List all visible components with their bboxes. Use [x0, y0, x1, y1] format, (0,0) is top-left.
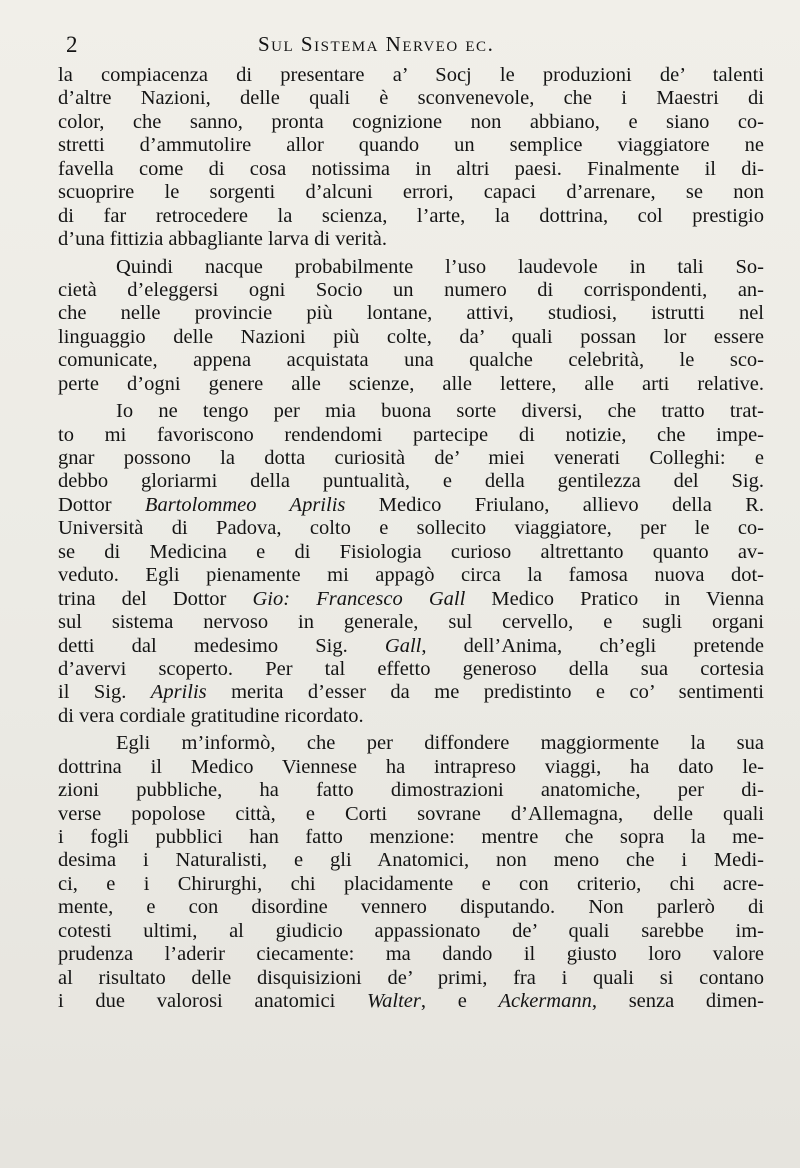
text-segment: gnar possono la dotta curiosità de’ miei venerati Colleghi: e: [58, 447, 764, 469]
text-segment: Medico Friulano, allievo della R.: [345, 493, 764, 516]
text-segment: sul sistema nervoso in generale, sul cervello, e sugli organi: [58, 611, 764, 634]
text-segment: , e: [420, 990, 499, 1013]
text-segment: color, che sanno, pronta cognizione non abbiano, e siano co-: [58, 110, 764, 133]
text-segment: linguaggio delle Nazioni più colte, da’ quali possan lor essere: [58, 325, 764, 348]
italic-name: Aprilis: [150, 681, 207, 704]
text-segment: to mi favoriscono rendendomi partecipe di notizie, che impe-: [58, 423, 764, 446]
text-segment: ci, e i Chirurghi, chi placidamente e con criterio, chi acre-: [58, 872, 764, 895]
text-segment: la compiacenza di presentare a’ Socj le produzioni de’ talenti: [58, 64, 764, 86]
text-line: [58, 134, 764, 157]
italic-name: Gio: Francesco Gall: [252, 587, 466, 610]
text-segment: perte d’ogni genere alle scienze, alle lettere, alle arti relative.: [58, 372, 764, 395]
text-segment: cotesti ultimi, al giudicio appassionato de’ quali sarebbe im-: [58, 919, 764, 942]
text-segment: Io ne tengo per mia buona sorte diversi, che tratto trat-: [116, 400, 764, 423]
running-title: Sul Sistema Nerveo ec.: [258, 32, 495, 56]
text-line: [58, 635, 764, 658]
text-line: [58, 470, 764, 493]
text-line: [58, 658, 764, 681]
text-line: [58, 873, 764, 896]
text-segment: , dell’Anima, ch’egli pretende: [421, 634, 764, 657]
text-segment: scuoprire le sorgenti d’alcuni errori, capaci d’arrenare, se non: [58, 181, 764, 204]
text-line: [58, 517, 764, 540]
text-line: [58, 302, 764, 325]
text-segment: al risultato delle disquisizioni de’ primi, fra i quali si contano: [58, 966, 764, 989]
text-line: [58, 181, 764, 204]
italic-name: Bartolommeo Aprilis: [144, 493, 346, 516]
text-segment: il Sig.: [58, 681, 151, 704]
text-segment: debbo gloriarmi della puntualità, e della gentilezza del Sig.: [58, 470, 764, 493]
text-line: [58, 681, 764, 704]
text-line: [58, 705, 764, 728]
text-line: [58, 494, 764, 517]
text-segment: i due valorosi anatomici: [58, 990, 367, 1013]
text-segment: Dottor: [58, 493, 145, 516]
text-line: [58, 447, 764, 470]
text-segment: Egli m’informò, che per diffondere maggiormente la sua: [116, 732, 764, 755]
text-line: [58, 756, 764, 779]
text-line: [58, 158, 764, 181]
italic-name: Gall: [384, 634, 422, 657]
text-segment: cietà d’eleggersi ogni Socio un numero di corrispondenti, an-: [58, 278, 764, 301]
text-line: [58, 87, 764, 110]
text-line: [58, 205, 764, 228]
text-line: [58, 588, 764, 611]
text-segment: d’avervi scoperto. Per tal effetto generoso della sua cortesia: [58, 657, 764, 680]
text-segment: i fogli pubblici han fatto menzione: mentre che sopra la me-: [58, 826, 764, 848]
text-line: [58, 326, 764, 349]
text-line: [58, 111, 764, 134]
text-line: [58, 349, 764, 372]
text-segment: di vera cordiale gratitudine ricordato.: [58, 704, 364, 727]
italic-name: Walter: [366, 990, 421, 1013]
text-line: [58, 803, 764, 826]
text-segment: zioni pubbliche, ha fatto dimostrazioni anatomiche, per di-: [58, 779, 764, 802]
text-segment: che nelle provincie più lontane, attivi, studiosi, istrutti nel: [58, 302, 764, 325]
text-line: [58, 228, 764, 251]
body-text: [58, 64, 764, 1014]
text-line: [58, 943, 764, 966]
text-line: [58, 564, 764, 587]
text-line: [58, 990, 764, 1013]
text-line: [58, 611, 764, 634]
text-segment: d’altre Nazioni, delle quali è sconvenevole, che i Maestri di: [58, 87, 764, 110]
text-segment: , senza dimen-: [591, 990, 764, 1013]
text-segment: verse popolose città, e Corti sovrane d’Allemagna, delle quali: [58, 802, 764, 825]
text-segment: mente, e con disordine vennero disputando. Non parlerò di: [58, 896, 764, 919]
text-segment: se di Medicina e di Fisiologia curioso altrettanto quanto av-: [58, 540, 764, 563]
text-segment: favella come di cosa notissima in altri paesi. Finalmente il di-: [58, 157, 764, 180]
text-segment: dottrina il Medico Viennese ha intrapreso viaggi, ha dato le-: [58, 755, 764, 778]
text-segment: detti dal medesimo Sig.: [58, 634, 385, 657]
text-segment: Medico Pratico in Vienna: [465, 587, 765, 610]
text-line: [58, 424, 764, 447]
text-segment: merita d’esser da me predistinto e co’ sentimenti: [206, 681, 764, 704]
text-segment: stretti d’ammutolire allor quando un semplice viaggiatore ne: [58, 134, 764, 157]
text-segment: trina del Dottor: [58, 587, 253, 610]
text-segment: Quindi nacque probabilmente l’uso laudevole in tali So-: [116, 255, 764, 278]
text-segment: desima i Naturalisti, e gli Anatomici, non meno che i Medi-: [58, 849, 764, 872]
text-segment: comunicate, appena acquistata una qualche celebrità, le sco-: [58, 349, 764, 372]
text-line: [58, 400, 764, 423]
text-segment: di far retrocedere la scienza, l’arte, la dottrina, col prestigio: [58, 204, 764, 227]
text-line: [58, 967, 764, 990]
text-line: [58, 732, 764, 755]
text-segment: veduto. Egli pienamente mi appagò circa la famosa nuova dot-: [58, 564, 764, 587]
text-line: [58, 373, 764, 396]
text-line: [58, 279, 764, 302]
page-header: [0, 28, 800, 60]
text-line: [58, 779, 764, 802]
text-segment: d’una fittizia abbagliante larva di verità.: [58, 228, 387, 251]
text-line: [58, 920, 764, 943]
text-line: [58, 849, 764, 872]
text-line: [58, 896, 764, 919]
text-line: [58, 64, 764, 87]
text-line: [58, 541, 764, 564]
text-line: [58, 256, 764, 279]
text-segment: prudenza l’aderir ciecamente: ma dando il giusto loro valore: [58, 943, 764, 966]
text-line: [58, 826, 764, 849]
page-number: 2: [66, 32, 78, 57]
text-segment: Università di Padova, colto e sollecito viaggiatore, per le co-: [58, 517, 764, 540]
italic-name: Ackermann: [498, 990, 592, 1013]
